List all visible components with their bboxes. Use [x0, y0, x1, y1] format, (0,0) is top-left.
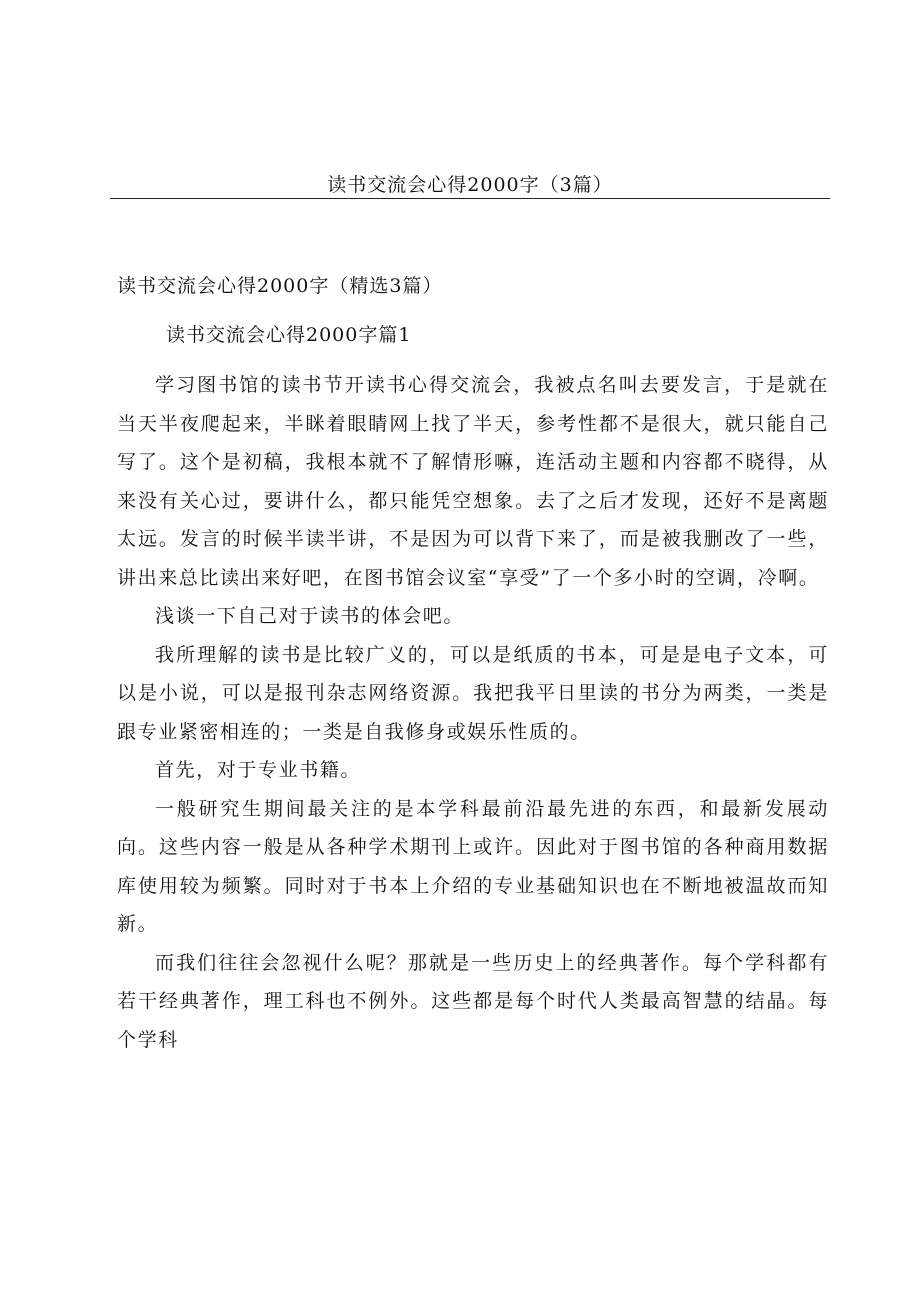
section-heading: 读书交流会心得2000字篇1 — [166, 324, 412, 346]
paragraph: 我所理解的读书是比较广义的，可以是纸质的书本，可是是电子文本，可以是小说，可以是报刊杂志网络资源。我把我平日里读的书分为两类，一类是跟专业紧密相连的；一类是自我修身或娱乐性质的。 — [117, 643, 829, 743]
paragraph: 一般研究生期间最关注的是本学科最前沿最先进的东西，和最新发展动向。这些内容一般是从各种学术期刊上或许。因此对于图书馆的各种商用数据库使用较为频繁。同时对于书本上介绍的专业基础知识也在不断地被温故而知新。 — [117, 797, 829, 935]
paragraph: 而我们往往会忽视什么呢？那就是一些历史上的经典著作。每个学科都有若干经典著作，理工科也不例外。这些都是每个时代人类最高智慧的结晶。每个学科 — [117, 951, 829, 1051]
header-divider — [110, 198, 830, 199]
header-title: 读书交流会心得2000字（3篇） — [327, 174, 613, 196]
paragraph: 学习图书馆的读书节开读书心得交流会，我被点名叫去要发言，于是就在当天半夜爬起来，半眯着眼睛网上找了半天，参考性都不是很大，就只能自己写了。这个是初稿，我根本就不了解情形嘛，连活动主题和内容都不晓得，从来没有关心过，要讲什么，都只能凭空想象。去了之后才发现，还好不是离题太远。发言的时候半读半讲，不是因为可以背下来了，而是被我删改了一些，讲出来总比读出来好吧，在图书馆会议室“享受”了一个多小时的空调，冷啊。 — [117, 374, 829, 589]
paragraph: 首先，对于专业书籍。 — [155, 759, 362, 781]
document-title: 读书交流会心得2000字（精选3篇） — [117, 275, 443, 297]
paragraph: 浅谈一下自己对于读书的体会吧。 — [155, 605, 465, 627]
body-text — [117, 366, 829, 1059]
